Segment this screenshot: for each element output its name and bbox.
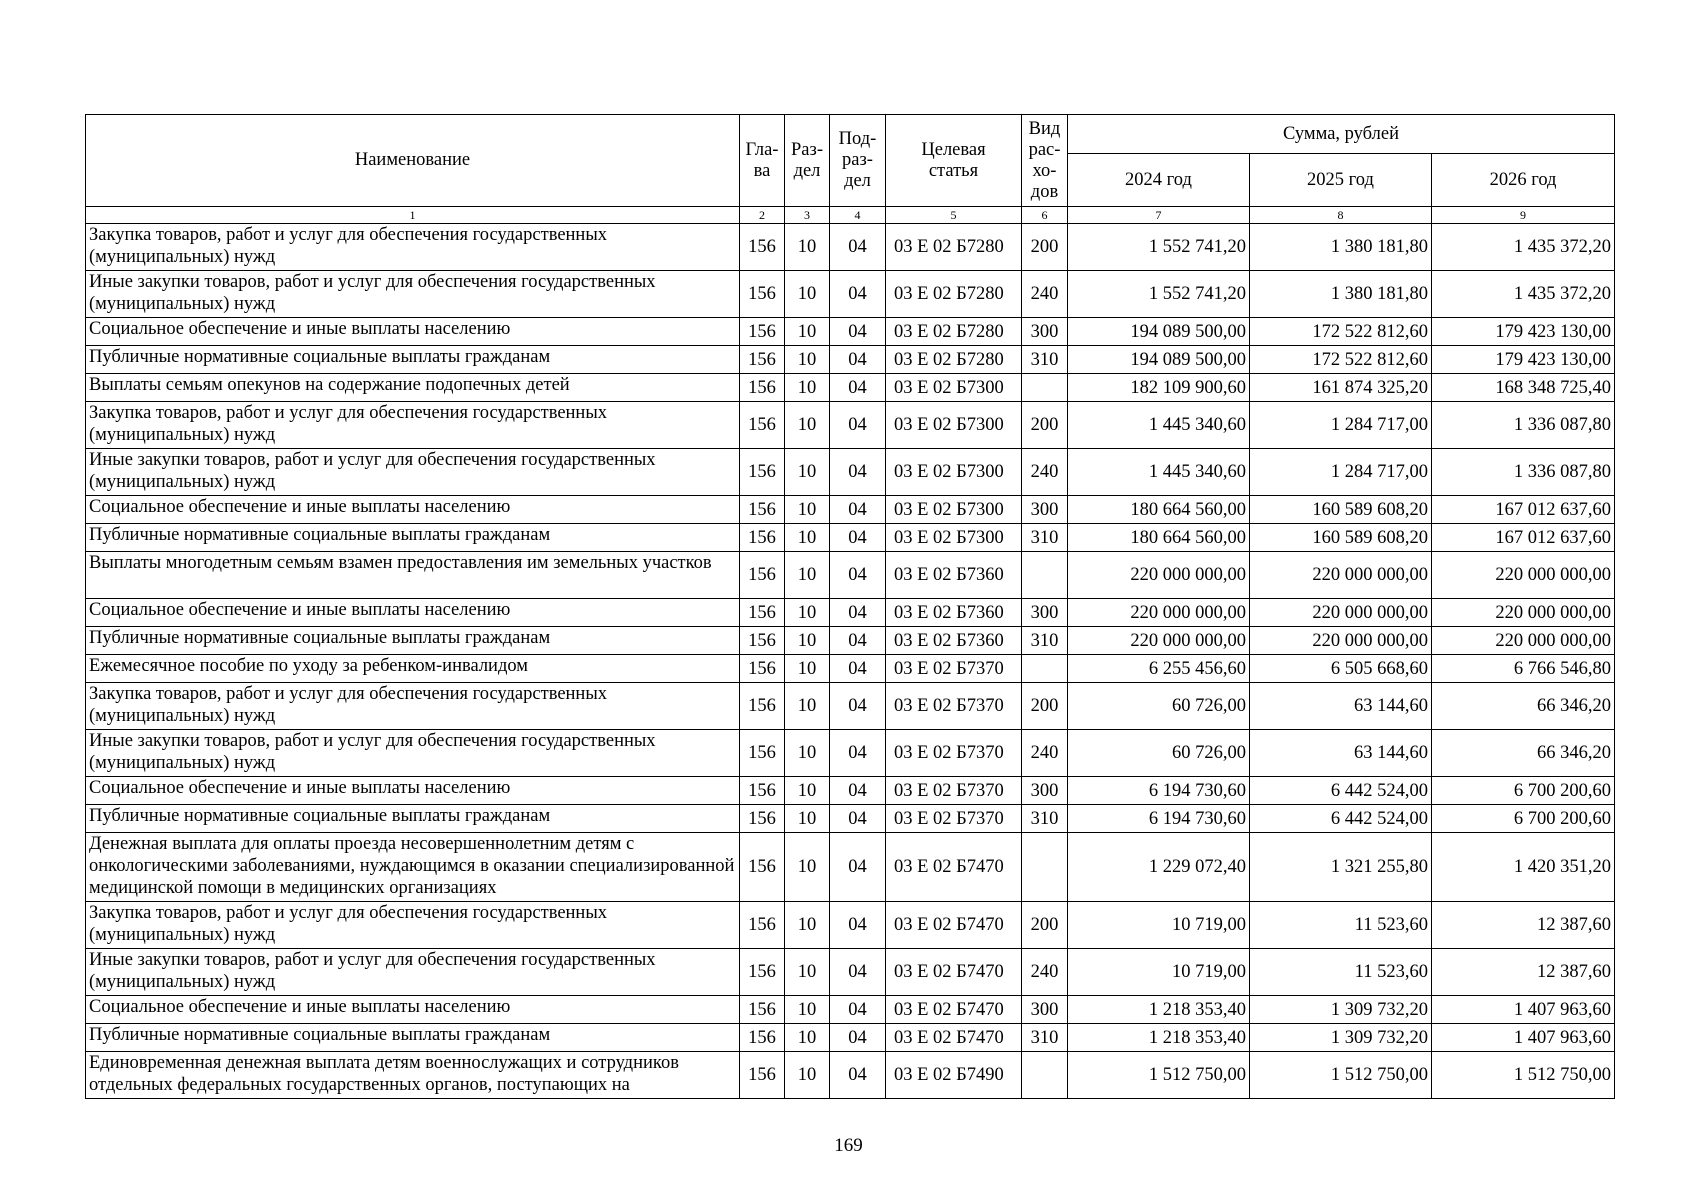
row-amount-2025: 161 874 325,20 [1250, 374, 1432, 402]
row-chapter: 156 [740, 833, 785, 902]
row-section: 10 [785, 346, 830, 374]
row-amount-2026: 1 512 750,00 [1432, 1052, 1615, 1099]
row-subsection: 04 [830, 599, 886, 627]
table-row [86, 833, 1615, 902]
row-expense-type: 200 [1022, 902, 1068, 949]
row-amount-2025: 220 000 000,00 [1250, 599, 1432, 627]
row-amount-2024: 1 218 353,40 [1068, 996, 1250, 1024]
row-section: 10 [785, 552, 830, 599]
row-expense-type [1022, 1052, 1068, 1099]
row-subsection: 04 [830, 449, 886, 496]
row-subsection: 04 [830, 1052, 886, 1099]
row-expense-type: 300 [1022, 777, 1068, 805]
row-amount-2024: 1 445 340,60 [1068, 449, 1250, 496]
row-amount-2024: 1 445 340,60 [1068, 402, 1250, 449]
page-number: 169 [834, 1135, 863, 1156]
row-section: 10 [785, 683, 830, 730]
header-chapter-text: Гла- ва [745, 139, 779, 181]
row-expense-type: 310 [1022, 805, 1068, 833]
row-amount-2026: 6 700 200,60 [1432, 777, 1615, 805]
row-amount-2026: 167 012 637,60 [1432, 496, 1615, 524]
row-name: Единовременная денежная выплата детям военнослужащих и сотрудников отдельных федеральных государственных органов, поступающих на [86, 1052, 740, 1099]
row-section: 10 [785, 374, 830, 402]
column-number: 5 [886, 207, 1022, 224]
row-subsection: 04 [830, 996, 886, 1024]
row-expense-type: 240 [1022, 949, 1068, 996]
row-section: 10 [785, 805, 830, 833]
row-target: 03 Е 02 Б7370 [886, 683, 1022, 730]
table-row [86, 730, 1615, 777]
row-subsection: 04 [830, 1024, 886, 1052]
row-target: 03 Е 02 Б7490 [886, 1052, 1022, 1099]
row-name: Публичные нормативные социальные выплаты гражданам [86, 1024, 740, 1052]
column-number: 6 [1022, 207, 1068, 224]
row-target: 03 Е 02 Б7300 [886, 496, 1022, 524]
row-subsection: 04 [830, 655, 886, 683]
row-amount-2026: 1 407 963,60 [1432, 996, 1615, 1024]
row-target: 03 Е 02 Б7300 [886, 402, 1022, 449]
row-amount-2024: 6 255 456,60 [1068, 655, 1250, 683]
row-amount-2025: 1 284 717,00 [1250, 449, 1432, 496]
row-amount-2026: 6 766 546,80 [1432, 655, 1615, 683]
table-row [86, 224, 1615, 271]
row-target: 03 Е 02 Б7370 [886, 777, 1022, 805]
row-amount-2024: 1 512 750,00 [1068, 1052, 1250, 1099]
row-target: 03 Е 02 Б7470 [886, 1024, 1022, 1052]
row-subsection: 04 [830, 224, 886, 271]
row-section: 10 [785, 599, 830, 627]
table-row [86, 449, 1615, 496]
table-header [86, 115, 1615, 224]
row-amount-2026: 220 000 000,00 [1432, 552, 1615, 599]
header-target-text: Целевая статья [921, 139, 986, 181]
header-section-text: Раз- дел [791, 139, 823, 181]
row-section: 10 [785, 496, 830, 524]
row-expense-type: 240 [1022, 730, 1068, 777]
row-subsection: 04 [830, 318, 886, 346]
row-amount-2025: 1 380 181,80 [1250, 271, 1432, 318]
row-amount-2026: 66 346,20 [1432, 730, 1615, 777]
row-amount-2025: 1 380 181,80 [1250, 224, 1432, 271]
row-chapter: 156 [740, 805, 785, 833]
column-number: 7 [1068, 207, 1250, 224]
row-section: 10 [785, 655, 830, 683]
row-subsection: 04 [830, 402, 886, 449]
row-amount-2024: 1 218 353,40 [1068, 1024, 1250, 1052]
row-amount-2024: 180 664 560,00 [1068, 496, 1250, 524]
row-name: Закупка товаров, работ и услуг для обеспечения государственных (муниципальных) нужд [86, 402, 740, 449]
column-number: 2 [740, 207, 785, 224]
row-target: 03 Е 02 Б7470 [886, 949, 1022, 996]
row-section: 10 [785, 730, 830, 777]
row-target: 03 Е 02 Б7280 [886, 346, 1022, 374]
table-row [86, 683, 1615, 730]
row-amount-2024: 6 194 730,60 [1068, 777, 1250, 805]
row-name: Закупка товаров, работ и услуг для обеспечения государственных (муниципальных) нужд [86, 683, 740, 730]
row-name: Выплаты семьям опекунов на содержание подопечных детей [86, 374, 740, 402]
row-target: 03 Е 02 Б7370 [886, 730, 1022, 777]
column-number: 8 [1250, 207, 1432, 224]
row-chapter: 156 [740, 1052, 785, 1099]
row-name: Иные закупки товаров, работ и услуг для обеспечения государственных (муниципальных) нужд [86, 271, 740, 318]
row-amount-2024: 10 719,00 [1068, 902, 1250, 949]
row-subsection: 04 [830, 730, 886, 777]
row-amount-2025: 6 442 524,00 [1250, 777, 1432, 805]
header-subsection-text: Под- раз- дел [838, 129, 877, 191]
row-section: 10 [785, 627, 830, 655]
table-row [86, 524, 1615, 552]
row-amount-2026: 167 012 637,60 [1432, 524, 1615, 552]
row-chapter: 156 [740, 271, 785, 318]
row-amount-2026: 1 336 087,80 [1432, 449, 1615, 496]
row-subsection: 04 [830, 524, 886, 552]
row-amount-2026: 66 346,20 [1432, 683, 1615, 730]
row-name: Иные закупки товаров, работ и услуг для обеспечения государственных (муниципальных) нужд [86, 730, 740, 777]
row-amount-2025: 160 589 608,20 [1250, 496, 1432, 524]
row-amount-2024: 180 664 560,00 [1068, 524, 1250, 552]
row-name: Выплаты многодетным семьям взамен предоставления им земельных участков [86, 552, 740, 599]
row-chapter: 156 [740, 627, 785, 655]
row-name: Публичные нормативные социальные выплаты гражданам [86, 805, 740, 833]
row-name: Публичные нормативные социальные выплаты гражданам [86, 524, 740, 552]
row-target: 03 Е 02 Б7280 [886, 224, 1022, 271]
row-name: Социальное обеспечение и иные выплаты населению [86, 318, 740, 346]
row-amount-2025: 160 589 608,20 [1250, 524, 1432, 552]
row-amount-2024: 220 000 000,00 [1068, 552, 1250, 599]
row-expense-type: 200 [1022, 683, 1068, 730]
row-amount-2025: 6 505 668,60 [1250, 655, 1432, 683]
row-amount-2024: 1 229 072,40 [1068, 833, 1250, 902]
row-amount-2024: 6 194 730,60 [1068, 805, 1250, 833]
row-expense-type: 310 [1022, 524, 1068, 552]
column-number-row [86, 207, 1615, 224]
row-name: Социальное обеспечение и иные выплаты населению [86, 496, 740, 524]
row-target: 03 Е 02 Б7300 [886, 374, 1022, 402]
row-expense-type: 310 [1022, 346, 1068, 374]
row-target: 03 Е 02 Б7470 [886, 902, 1022, 949]
row-chapter: 156 [740, 496, 785, 524]
row-subsection: 04 [830, 805, 886, 833]
row-amount-2026: 179 423 130,00 [1432, 346, 1615, 374]
row-chapter: 156 [740, 1024, 785, 1052]
row-expense-type [1022, 655, 1068, 683]
row-chapter: 156 [740, 224, 785, 271]
header-name: Наименование [86, 115, 740, 207]
row-name: Социальное обеспечение и иные выплаты населению [86, 777, 740, 805]
row-chapter: 156 [740, 524, 785, 552]
table-row [86, 949, 1615, 996]
row-amount-2025: 1 321 255,80 [1250, 833, 1432, 902]
row-amount-2026: 1 336 087,80 [1432, 402, 1615, 449]
header-expense-type [1022, 115, 1068, 207]
row-chapter: 156 [740, 902, 785, 949]
row-section: 10 [785, 1052, 830, 1099]
row-amount-2025: 1 309 732,20 [1250, 996, 1432, 1024]
row-expense-type [1022, 374, 1068, 402]
table-row [86, 402, 1615, 449]
row-amount-2026: 220 000 000,00 [1432, 627, 1615, 655]
row-subsection: 04 [830, 902, 886, 949]
row-chapter: 156 [740, 949, 785, 996]
row-section: 10 [785, 777, 830, 805]
row-section: 10 [785, 449, 830, 496]
row-section: 10 [785, 996, 830, 1024]
table-row [86, 374, 1615, 402]
header-section [785, 115, 830, 207]
row-amount-2024: 60 726,00 [1068, 683, 1250, 730]
row-target: 03 Е 02 Б7360 [886, 552, 1022, 599]
row-amount-2025: 11 523,60 [1250, 902, 1432, 949]
row-amount-2025: 6 442 524,00 [1250, 805, 1432, 833]
table-row [86, 346, 1615, 374]
row-amount-2024: 220 000 000,00 [1068, 627, 1250, 655]
row-name: Социальное обеспечение и иные выплаты населению [86, 996, 740, 1024]
table-row [86, 496, 1615, 524]
row-expense-type: 300 [1022, 318, 1068, 346]
column-number: 9 [1432, 207, 1615, 224]
row-amount-2025: 1 512 750,00 [1250, 1052, 1432, 1099]
row-amount-2025: 11 523,60 [1250, 949, 1432, 996]
row-expense-type: 240 [1022, 449, 1068, 496]
row-target: 03 Е 02 Б7360 [886, 627, 1022, 655]
row-subsection: 04 [830, 627, 886, 655]
table-row [86, 996, 1615, 1024]
row-target: 03 Е 02 Б7300 [886, 449, 1022, 496]
row-amount-2024: 60 726,00 [1068, 730, 1250, 777]
row-amount-2024: 10 719,00 [1068, 949, 1250, 996]
row-target: 03 Е 02 Б7470 [886, 833, 1022, 902]
row-name: Социальное обеспечение и иные выплаты населению [86, 599, 740, 627]
row-name: Ежемесячное пособие по уходу за ребенком-инвалидом [86, 655, 740, 683]
row-expense-type: 300 [1022, 496, 1068, 524]
table-row [86, 318, 1615, 346]
row-name: Публичные нормативные социальные выплаты гражданам [86, 346, 740, 374]
row-subsection: 04 [830, 552, 886, 599]
row-section: 10 [785, 833, 830, 902]
table-row [86, 599, 1615, 627]
row-amount-2024: 182 109 900,60 [1068, 374, 1250, 402]
row-section: 10 [785, 224, 830, 271]
row-target: 03 Е 02 Б7370 [886, 805, 1022, 833]
row-expense-type: 300 [1022, 599, 1068, 627]
row-amount-2024: 194 089 500,00 [1068, 318, 1250, 346]
row-amount-2026: 1 420 351,20 [1432, 833, 1615, 902]
row-amount-2024: 220 000 000,00 [1068, 599, 1250, 627]
row-name: Публичные нормативные социальные выплаты гражданам [86, 627, 740, 655]
row-expense-type: 200 [1022, 224, 1068, 271]
row-section: 10 [785, 402, 830, 449]
row-amount-2026: 12 387,60 [1432, 949, 1615, 996]
table-row [86, 655, 1615, 683]
row-amount-2024: 194 089 500,00 [1068, 346, 1250, 374]
header-sum: Сумма, рублей [1068, 115, 1615, 154]
row-amount-2026: 6 700 200,60 [1432, 805, 1615, 833]
row-chapter: 156 [740, 599, 785, 627]
row-section: 10 [785, 318, 830, 346]
row-subsection: 04 [830, 496, 886, 524]
row-subsection: 04 [830, 271, 886, 318]
row-amount-2025: 63 144,60 [1250, 683, 1432, 730]
row-subsection: 04 [830, 777, 886, 805]
table-row [86, 1024, 1615, 1052]
row-expense-type: 310 [1022, 627, 1068, 655]
table-row [86, 271, 1615, 318]
row-name: Закупка товаров, работ и услуг для обеспечения государственных (муниципальных) нужд [86, 902, 740, 949]
row-chapter: 156 [740, 730, 785, 777]
header-year-2024: 2024 год [1068, 154, 1250, 207]
row-amount-2026: 1 435 372,20 [1432, 271, 1615, 318]
row-expense-type: 300 [1022, 996, 1068, 1024]
header-chapter [740, 115, 785, 207]
row-chapter: 156 [740, 346, 785, 374]
row-expense-type: 310 [1022, 1024, 1068, 1052]
row-name: Закупка товаров, работ и услуг для обеспечения государственных (муниципальных) нужд [86, 224, 740, 271]
row-target: 03 Е 02 Б7300 [886, 524, 1022, 552]
row-amount-2025: 172 522 812,60 [1250, 318, 1432, 346]
table-row [86, 552, 1615, 599]
row-chapter: 156 [740, 449, 785, 496]
row-amount-2025: 1 309 732,20 [1250, 1024, 1432, 1052]
row-chapter: 156 [740, 655, 785, 683]
row-amount-2026: 12 387,60 [1432, 902, 1615, 949]
table-row [86, 902, 1615, 949]
header-target [886, 115, 1022, 207]
row-section: 10 [785, 902, 830, 949]
row-amount-2026: 179 423 130,00 [1432, 318, 1615, 346]
row-target: 03 Е 02 Б7280 [886, 271, 1022, 318]
header-subsection [830, 115, 886, 207]
row-chapter: 156 [740, 552, 785, 599]
header-year-2025: 2025 год [1250, 154, 1432, 207]
row-amount-2024: 1 552 741,20 [1068, 224, 1250, 271]
row-name: Иные закупки товаров, работ и услуг для обеспечения государственных (муниципальных) нужд [86, 949, 740, 996]
budget-table [85, 114, 1615, 1099]
row-section: 10 [785, 524, 830, 552]
row-target: 03 Е 02 Б7370 [886, 655, 1022, 683]
row-name: Иные закупки товаров, работ и услуг для обеспечения государственных (муниципальных) нужд [86, 449, 740, 496]
row-name: Денежная выплата для оплаты проезда несовершеннолетним детям с онкологическими заболеваниями, нуждающимся в оказании специализированной медицинской помощи в медицинских организациях [86, 833, 740, 902]
row-amount-2026: 1 407 963,60 [1432, 1024, 1615, 1052]
header-expense-type-text: Вид рас- хо- дов [1028, 118, 1061, 202]
row-amount-2026: 220 000 000,00 [1432, 599, 1615, 627]
row-expense-type [1022, 552, 1068, 599]
row-amount-2025: 1 284 717,00 [1250, 402, 1432, 449]
row-chapter: 156 [740, 374, 785, 402]
row-target: 03 Е 02 Б7470 [886, 996, 1022, 1024]
row-amount-2024: 1 552 741,20 [1068, 271, 1250, 318]
row-target: 03 Е 02 Б7360 [886, 599, 1022, 627]
row-amount-2025: 220 000 000,00 [1250, 627, 1432, 655]
row-chapter: 156 [740, 683, 785, 730]
row-subsection: 04 [830, 346, 886, 374]
header-year-2026: 2026 год [1432, 154, 1615, 207]
row-section: 10 [785, 949, 830, 996]
row-expense-type [1022, 833, 1068, 902]
row-chapter: 156 [740, 777, 785, 805]
table-row [86, 805, 1615, 833]
table-row [86, 627, 1615, 655]
column-number: 1 [86, 207, 740, 224]
row-amount-2025: 172 522 812,60 [1250, 346, 1432, 374]
row-chapter: 156 [740, 402, 785, 449]
table-row [86, 777, 1615, 805]
row-expense-type: 200 [1022, 402, 1068, 449]
row-subsection: 04 [830, 833, 886, 902]
row-amount-2025: 63 144,60 [1250, 730, 1432, 777]
row-subsection: 04 [830, 949, 886, 996]
row-target: 03 Е 02 Б7280 [886, 318, 1022, 346]
row-subsection: 04 [830, 374, 886, 402]
table-body [86, 224, 1615, 1099]
row-subsection: 04 [830, 683, 886, 730]
row-expense-type: 240 [1022, 271, 1068, 318]
row-amount-2026: 168 348 725,40 [1432, 374, 1615, 402]
row-amount-2026: 1 435 372,20 [1432, 224, 1615, 271]
column-number: 4 [830, 207, 886, 224]
row-chapter: 156 [740, 996, 785, 1024]
table-row [86, 1052, 1615, 1099]
row-section: 10 [785, 271, 830, 318]
row-section: 10 [785, 1024, 830, 1052]
row-chapter: 156 [740, 318, 785, 346]
row-amount-2025: 220 000 000,00 [1250, 552, 1432, 599]
column-number: 3 [785, 207, 830, 224]
